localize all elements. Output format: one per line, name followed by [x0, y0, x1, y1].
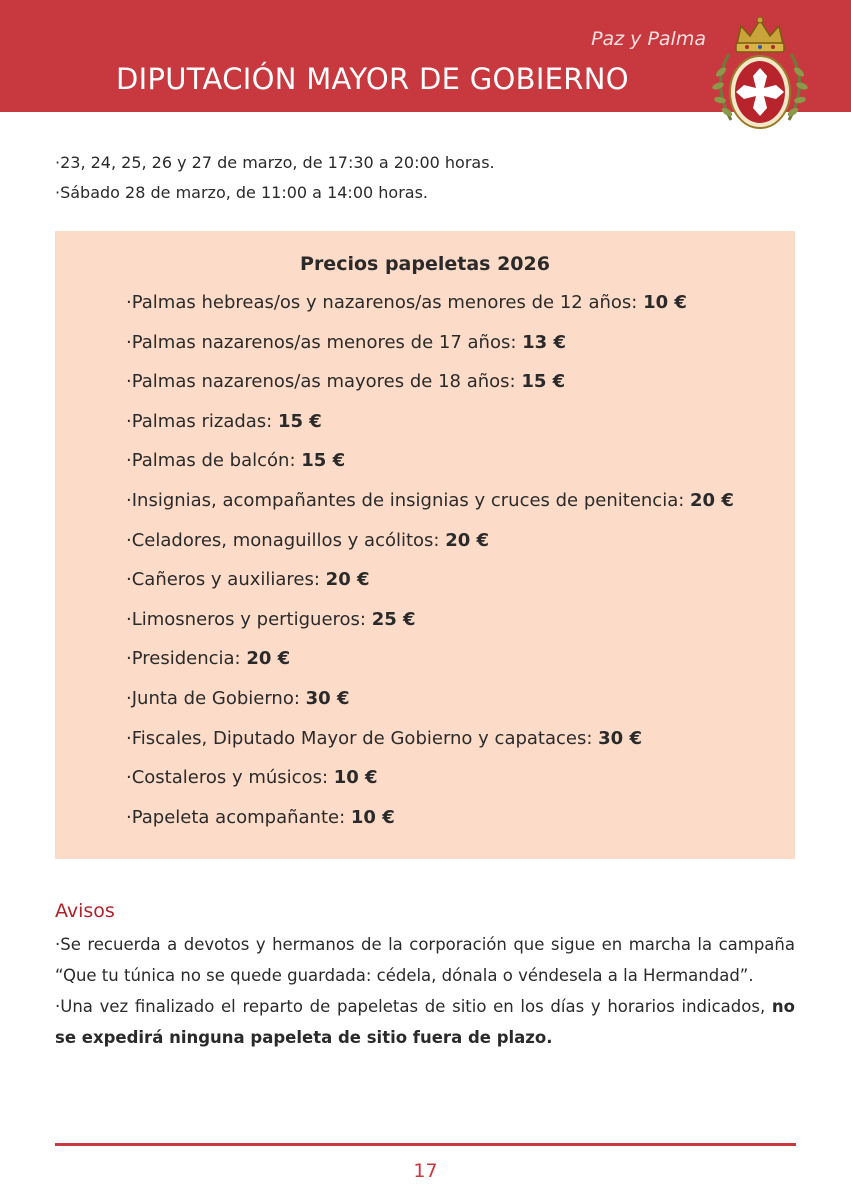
price-item	[126, 762, 734, 802]
price-value: 20 €	[325, 569, 370, 591]
avisos-heading: Avisos	[55, 900, 115, 922]
price-item	[126, 445, 734, 485]
header-subtitle: Paz y Palma	[591, 28, 706, 50]
price-label: ·Palmas nazarenos/as mayores de 18 años:	[126, 371, 522, 393]
price-item	[126, 406, 734, 446]
price-value: 10 €	[350, 806, 395, 828]
price-label: ·Junta de Gobierno:	[126, 687, 306, 709]
price-item	[126, 485, 734, 525]
price-item	[126, 723, 734, 763]
price-value: 10 €	[333, 767, 378, 789]
price-value: 15 €	[521, 371, 566, 393]
price-value: 30 €	[305, 687, 350, 709]
price-value: 13 €	[522, 331, 566, 353]
price-label: ·Fiscales, Diputado Mayor de Gobierno y capataces:	[126, 727, 599, 749]
footer-divider	[55, 1143, 796, 1146]
price-item	[126, 327, 734, 367]
avisos-body	[55, 929, 795, 1053]
page-number: 17	[413, 1160, 438, 1182]
aviso-paragraph: ·Se recuerda a devotos y hermanos de la corporación que sigue en marcha la campaña “Que tu túnica no se quede guardada: cédela, dónala o véndesela a la Hermandad”.	[55, 935, 795, 985]
price-item	[126, 604, 734, 644]
price-label: ·Papeleta acompañante:	[126, 806, 351, 828]
price-label: ·Limosneros y pertigueros:	[126, 608, 372, 630]
price-value: 20 €	[246, 648, 291, 670]
schedule-list	[55, 148, 495, 208]
price-value: 25 €	[371, 608, 416, 630]
price-item	[126, 366, 734, 406]
price-label: ·Costaleros y músicos:	[126, 767, 334, 789]
price-label: ·Celadores, monaguillos y acólitos:	[126, 529, 446, 551]
price-title: Precios papeletas 2026	[300, 253, 550, 275]
price-item	[126, 643, 734, 683]
price-label: ·Cañeros y auxiliares:	[126, 569, 326, 591]
price-value: 20 €	[690, 489, 734, 511]
price-item	[126, 802, 734, 842]
price-value: 15 €	[301, 450, 346, 472]
price-value: 20 €	[445, 529, 490, 551]
price-label: ·Palmas nazarenos/as menores de 17 años:	[126, 331, 523, 353]
price-list	[126, 287, 734, 841]
price-value: 10 €	[643, 292, 687, 313]
price-value: 15 €	[277, 410, 322, 432]
price-label: ·Insignias, acompañantes de insignias y cruces de penitencia:	[126, 489, 691, 511]
price-item	[126, 287, 734, 327]
price-label: ·Palmas hebreas/os y nazarenos/as menores de 12 años:	[126, 292, 644, 313]
schedule-line: ·23, 24, 25, 26 y 27 de marzo, de 17:30 a 20:00 horas.	[55, 153, 495, 172]
price-box	[55, 231, 795, 859]
aviso-emphasis: no se expedirá ninguna papeleta de sitio fuera de plazo.	[55, 997, 795, 1047]
price-item	[126, 525, 734, 565]
brotherhood-crest-icon	[707, 14, 813, 132]
page-title: DIPUTACIÓN MAYOR DE GOBIERNO	[116, 62, 629, 96]
price-label: ·Presidencia:	[126, 648, 247, 670]
aviso-text: ·Una vez finalizado el reparto de papeletas de sitio en los días y horarios indicados,	[55, 997, 772, 1016]
price-item	[126, 564, 734, 604]
price-value: 30 €	[598, 727, 642, 749]
schedule-line: ·Sábado 28 de marzo, de 11:00 a 14:00 horas.	[55, 183, 428, 202]
price-label: ·Palmas de balcón:	[126, 450, 302, 472]
aviso-paragraph	[55, 991, 795, 1053]
price-label: ·Palmas rizadas:	[126, 410, 278, 432]
price-item	[126, 683, 734, 723]
